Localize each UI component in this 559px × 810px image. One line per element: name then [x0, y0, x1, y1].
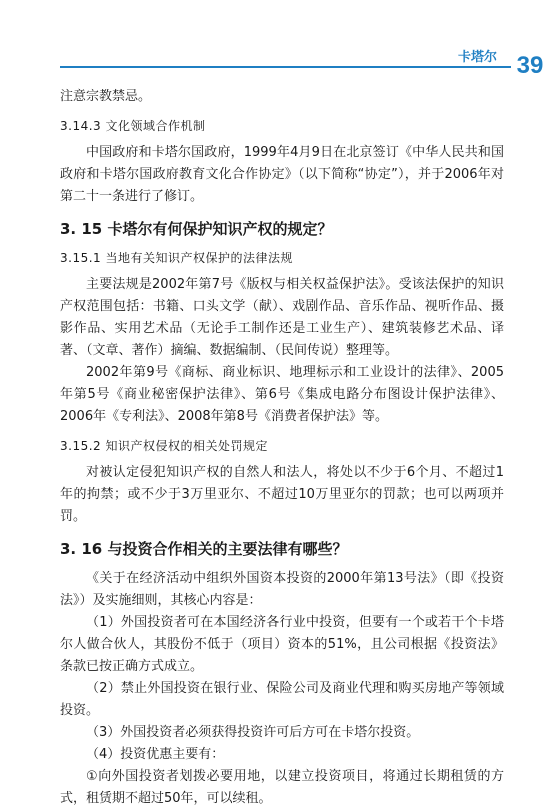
list-item: ①向外国投资者划拨必要用地，以建立投资项目，将通过长期租赁的方式，租赁期不超过50年，可以续租。 [60, 769, 504, 806]
list-item: （1）外国投资者可在本国经济各行业中投资，但要有一个或若干个卡塔尔人做合伙人，其股份不低于（项目）资本的51%，且公司根据《投资法》条款已按正确方式成立。 [60, 615, 504, 674]
section-heading: 3. 16 与投资合作相关的主要法律有哪些？ [60, 540, 348, 558]
paragraph: 《关于在经济活动中组织外国资本投资的2000年第13号法》（即《投资法》）及实施细则，其核心内容是： [60, 571, 504, 608]
list-item: （2）禁止外国投资在银行业、保险公司及商业代理和购买房地产等领域投资。 [60, 681, 504, 718]
paragraph: 注意宗教禁忌。 [60, 89, 152, 104]
paragraph: 主要法规是2002年第7号《版权与相关权益保护法》。受该法保护的知识产权范围包括：书籍、口头文学（献）、戏剧作品、音乐作品、视听作品、摄影作品、实用艺术品（无论手工制作还是工业生产）、建筑装修艺术品、译著、（文章、著作）摘编、数据编制、（民间传说）整理等。 [60, 277, 504, 358]
list-item: （4）投资优惠主要有： [86, 747, 225, 762]
section-heading: 3. 15 卡塔尔有何保护知识产权的规定？ [60, 220, 333, 238]
paragraph: 中国政府和卡塔尔国政府，1999年4月9日在北京签订《中华人民共和国政府和卡塔尔国政府教育文化合作协定》（以下简称“协定”），并于2006年对第二十一条进行了修订。 [60, 145, 504, 204]
subsection-heading: 3.15.2 知识产权侵权的相关处罚规定 [60, 439, 268, 453]
document-body [60, 86, 504, 810]
subsection-heading: 3.14.3 文化领域合作机制 [60, 119, 206, 133]
paragraph: 对被认定侵犯知识产权的自然人和法人，将处以不少于6个月、不超过1年的拘禁；或不少于3万里亚尔、不超过10万里亚尔的罚款；也可以两项并罚。 [60, 465, 504, 524]
subsection-heading: 3.15.1 当地有关知识产权保护的法律法规 [60, 251, 293, 265]
list-item: （3）外国投资者必须获得投资许可后方可在卡塔尔投资。 [86, 725, 420, 740]
header-country-label: 卡塔尔 [457, 50, 497, 65]
header-rule [60, 66, 511, 68]
paragraph: 2002年第9号《商标、商业标识、地理标示和工业设计的法律》、2005年第5号《商业秘密保护法律》、第6号《集成电路分布图设计保护法律》、2006年《专利法》、2008年第8号《消费者保护法》等。 [60, 365, 504, 424]
page-number: 39 [516, 52, 544, 79]
